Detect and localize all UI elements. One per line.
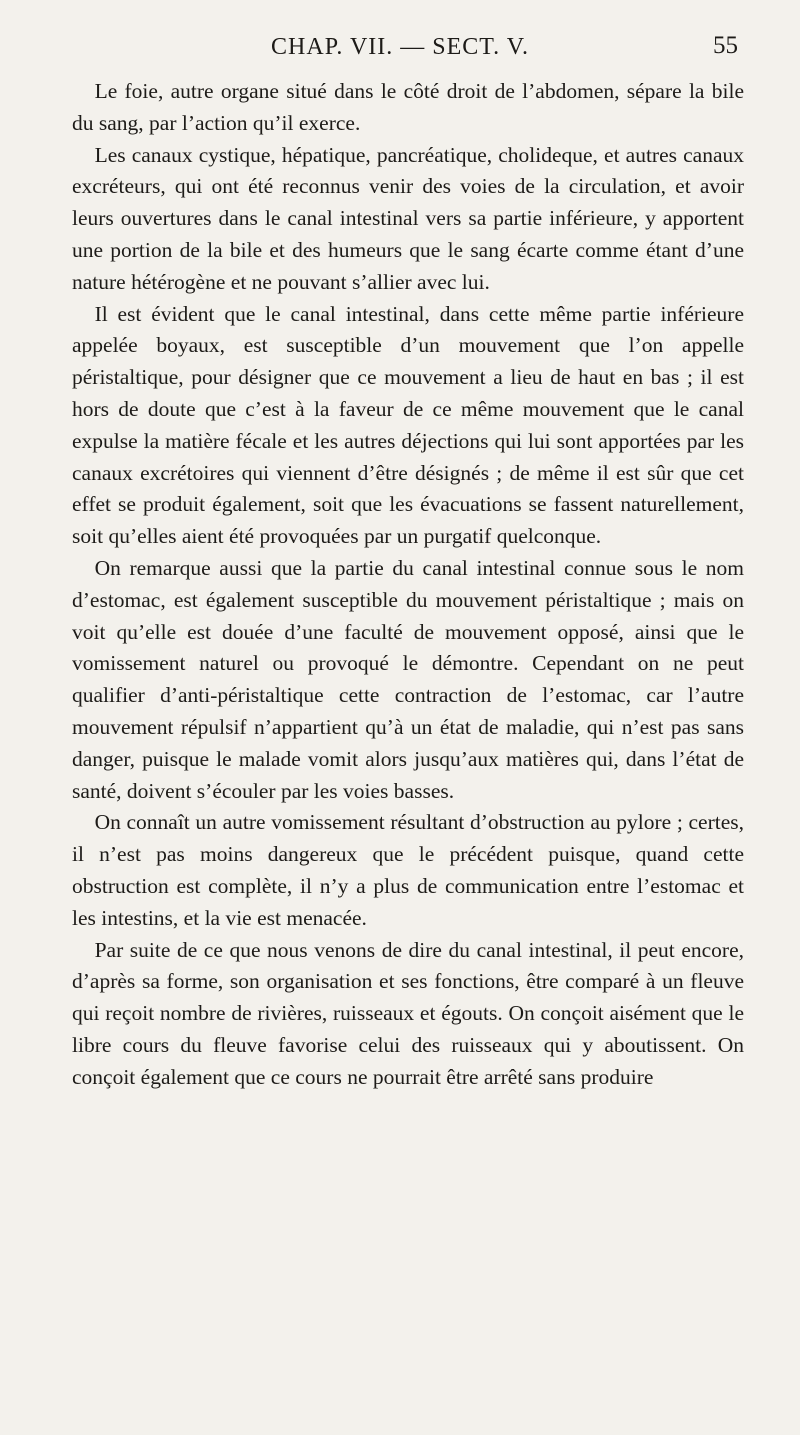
paragraph-foie: Le foie, autre organe situé dans le côté droit de l’abdomen, sépare la bile du sang, par l’action qu’il exerce.: [72, 79, 744, 135]
paragraph-fleuve: Par suite de ce que nous venons de dire du canal intestinal, il peut encore, d’après sa forme, son organisation et ses fonctions, être comparé à un fleuve qui reçoit nombre de rivières, ruisseaux et égouts. On conçoit aisément que le libre cours du fleuve favorise celui des ruisseaux qui y aboutissent. On conçoit également que ce cours ne pourrait être arrêté sans produire: [72, 937, 744, 1089]
chapter-section-heading: CHAP. VII. — SECT. V.: [271, 34, 529, 60]
paragraph-canaux: Les canaux cystique, hépatique, pancréatique, cholideque, et autres canaux excréteurs, qui ont été reconnus venir des voies de la circulation, et avoir leurs ouvertures dans le canal intestinal vers sa partie inférieure, y apportent une portion de la bile et des humeurs que le sang écarte comme étant d’une nature hétérogène et ne pouvant s’allier avec lui.: [72, 142, 744, 294]
running-head: [0, 28, 800, 68]
page-number: 55: [713, 32, 738, 59]
paragraph-estomac: On remarque aussi que la partie du canal intestinal connue sous le nom d’estomac, est également susceptible du mouvement péristaltique ; mais on voit qu’elle est douée d’une faculté de mouvement opposé, ainsi que le vomissement naturel ou provoqué le démontre. Cependant on ne peut qualifier d’anti-péristaltique cette contraction de l’estomac, car l’autre mouvement répulsif n’appartient qu’à un état de maladie, qui n’est pas sans danger, puisque le malade vomit alors jusqu’aux matières qui, dans l’état de santé, doivent s’écouler par les voies basses.: [72, 555, 744, 803]
paragraph-mouvement-peristaltique: Il est évident que le canal intestinal, dans cette même partie inférieure appelée boyaux, est susceptible d’un mouvement que l’on appelle péristaltique, pour désigner que ce mouvement a lieu de haut en bas ; il est hors de doute que c’est à la faveur de ce même mouvement que le canal expulse la matière fécale et les autres déjections qui lui sont apportées par les canaux excrétoires qui viennent d’être désignés ; de même il est sûr que cet effet se produit également, soit que les évacuations se fassent naturellement, soit qu’elles aient été provoquées par un purgatif quelconque.: [72, 301, 744, 549]
paragraph-pylore: On connaît un autre vomissement résultant d’obstruction au pylore ; certes, il n’est pas moins dangereux que le précédent puisque, quand cette obstruction est complète, il n’y a plus de communication entre l’estomac et les intestins, et la vie est menacée.: [72, 810, 744, 930]
body-text: [72, 76, 744, 1094]
